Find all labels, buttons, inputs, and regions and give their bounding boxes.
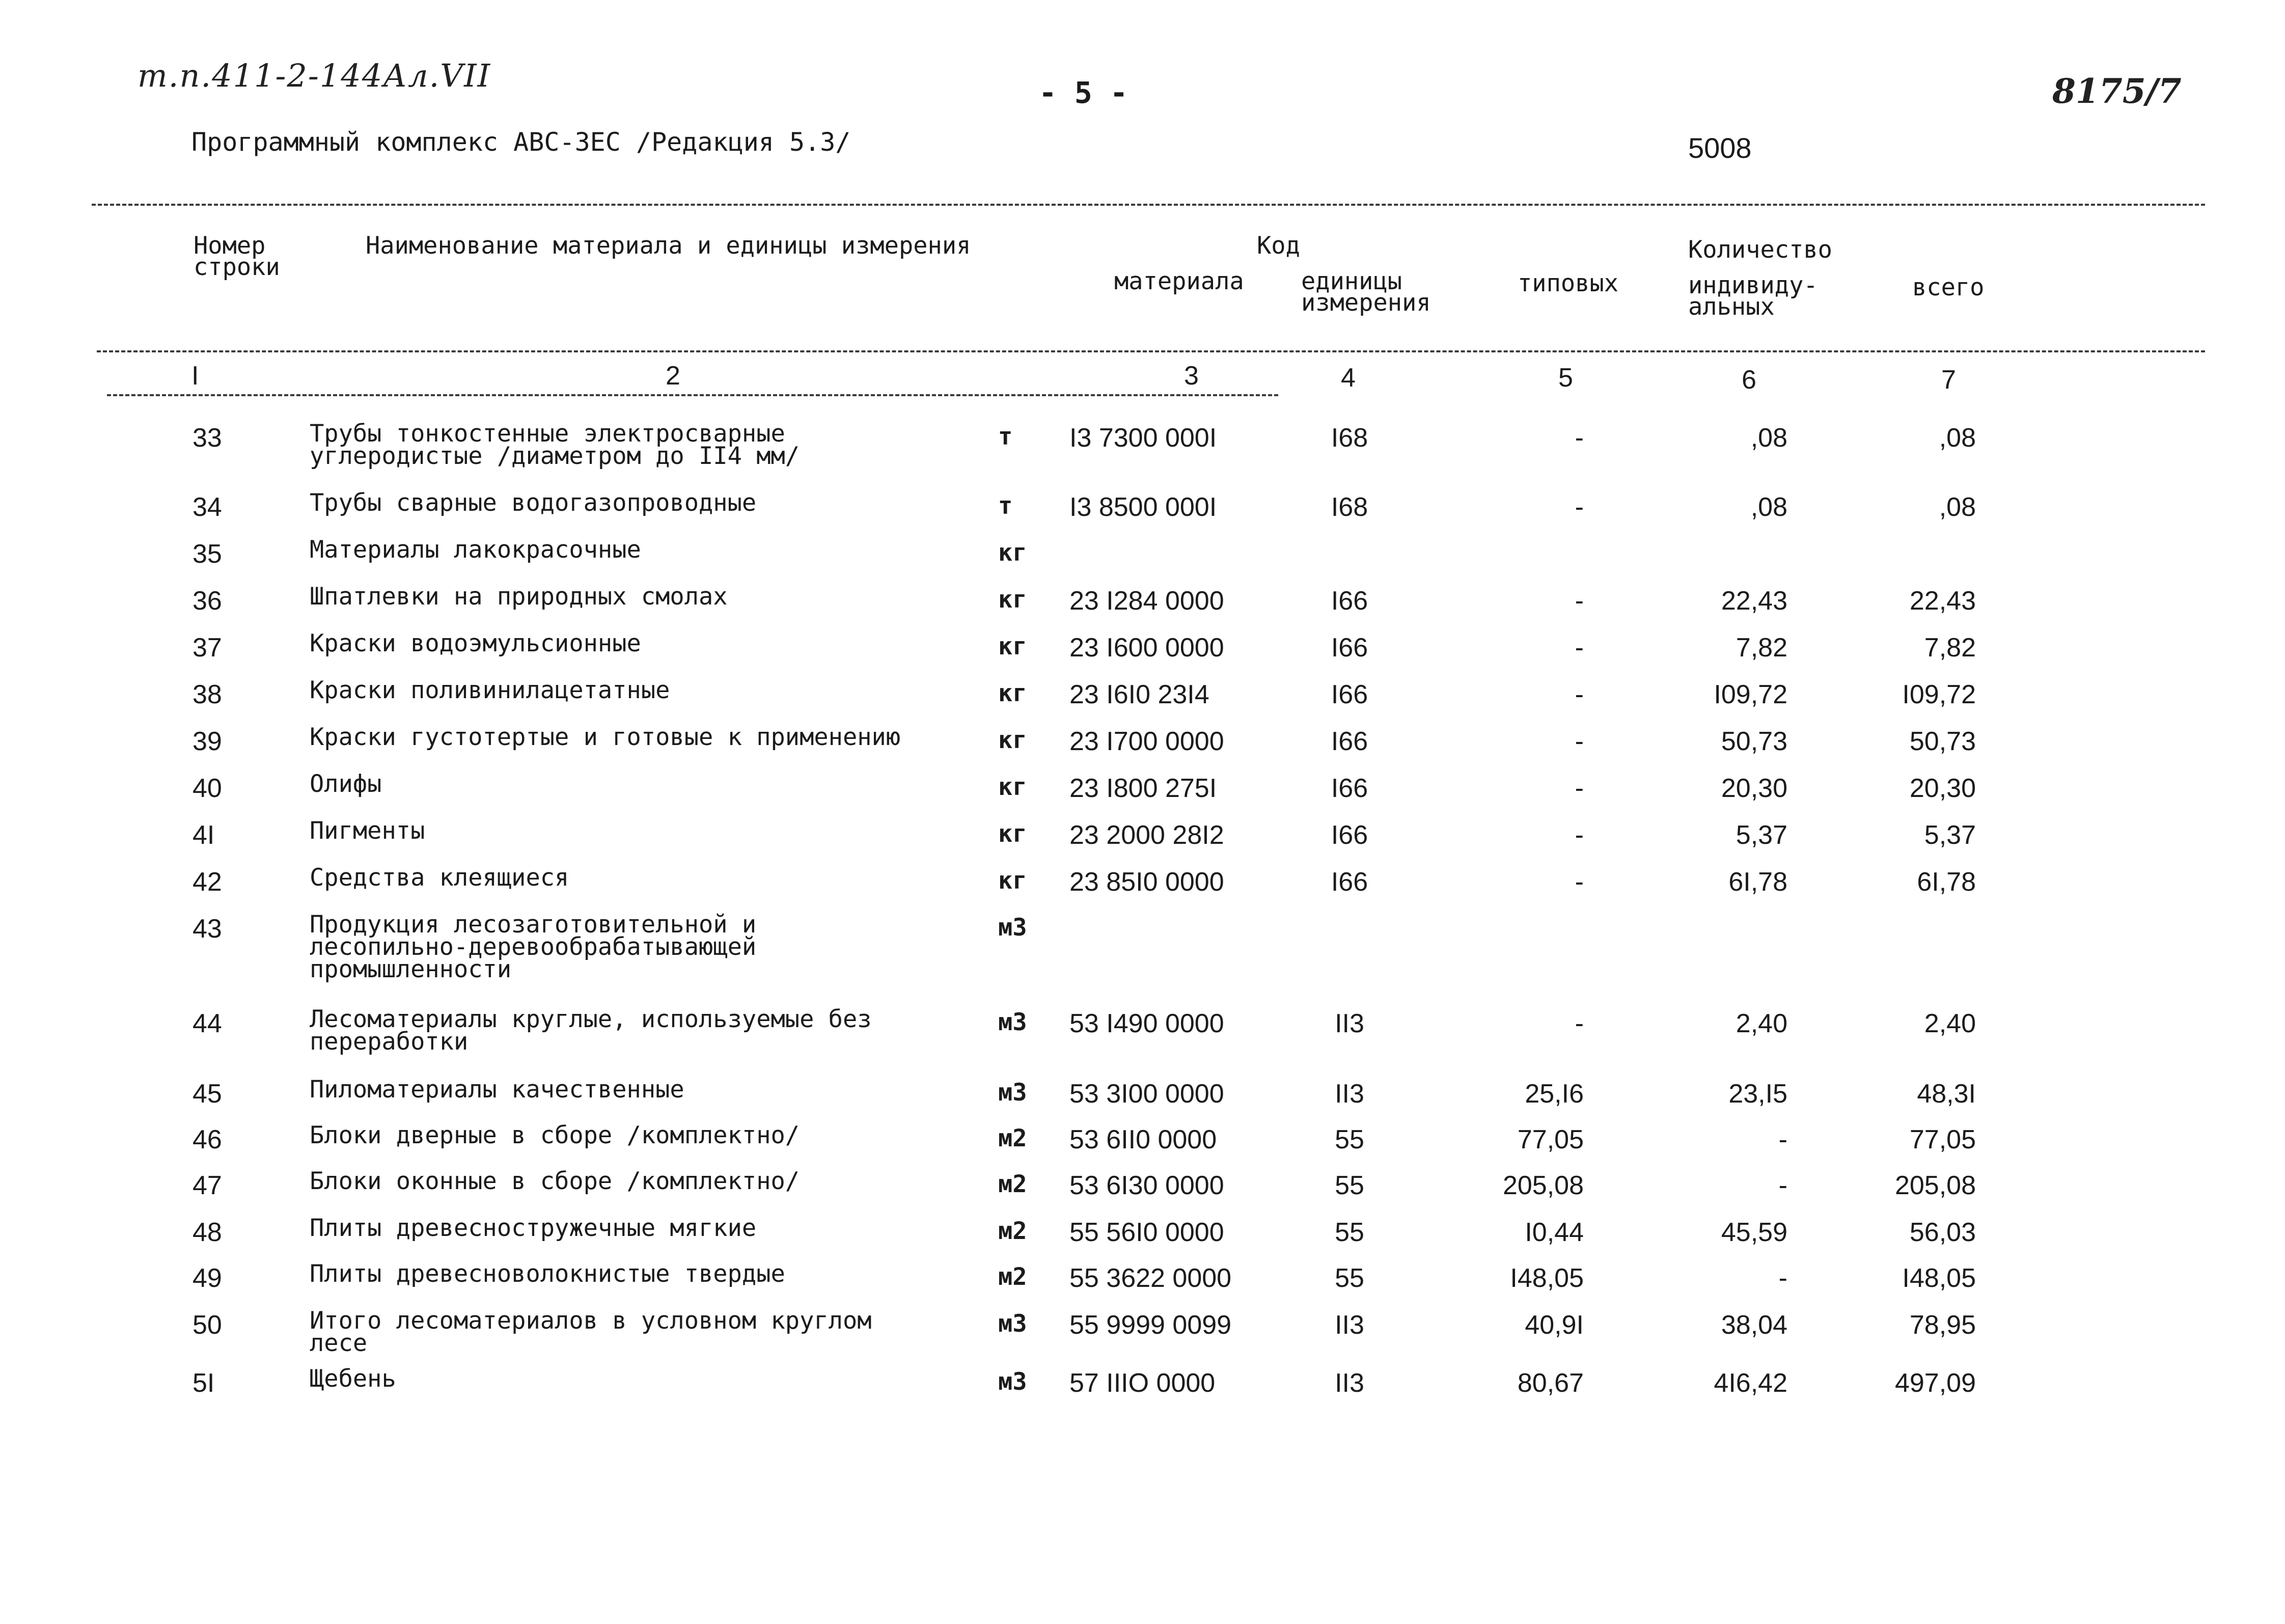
header-qty-typical: типовых bbox=[1518, 269, 1619, 297]
row-number: 37 bbox=[192, 633, 222, 663]
material-name bbox=[310, 536, 972, 564]
unit-code: 55 bbox=[1335, 1171, 1364, 1200]
material-name-line: углеродистые /диаметром до II4 мм/ bbox=[310, 442, 800, 470]
unit-code: II3 bbox=[1335, 1079, 1364, 1109]
unit-of-measure: м3 bbox=[998, 1008, 1027, 1036]
top-rule bbox=[92, 204, 2205, 206]
program-title: Программный комплекс АВС-ЗЕС /Редакция 5.3/ bbox=[191, 127, 851, 157]
material-name-line: Продукция лесозаготовительной и bbox=[310, 911, 757, 939]
material-name-line: лесопильно-деревообрабатывающей bbox=[310, 933, 757, 961]
header-code-material: материала bbox=[1114, 267, 1244, 295]
quantity-individual: ,08 bbox=[1750, 423, 1787, 453]
row-number: 33 bbox=[192, 423, 222, 453]
quantity-total: 77,05 bbox=[1909, 1125, 1976, 1154]
material-name bbox=[310, 583, 972, 611]
header-code-group: Код bbox=[1257, 232, 1300, 260]
material-code: 23 I6I0 23I4 bbox=[1069, 680, 1209, 709]
quantity-total: 6I,78 bbox=[1917, 867, 1976, 897]
quantity-total: 2,40 bbox=[1924, 1009, 1976, 1038]
quantity-total: ,08 bbox=[1939, 423, 1976, 453]
column-number-4: 4 bbox=[1341, 363, 1356, 393]
material-name-line: Лесоматериалы круглые, используемые без bbox=[310, 1005, 872, 1033]
material-name bbox=[310, 864, 972, 892]
quantity-typical: - bbox=[1575, 492, 1584, 522]
quantity-individual: - bbox=[1778, 1125, 1787, 1154]
material-name-line: Плиты древесноволокнистые твердые bbox=[310, 1260, 785, 1288]
quantity-total: 205,08 bbox=[1894, 1171, 1976, 1200]
unit-code: I66 bbox=[1331, 633, 1368, 663]
material-name-line: Щебень bbox=[310, 1365, 396, 1393]
unit-code: II3 bbox=[1335, 1368, 1364, 1398]
unit-of-measure: м3 bbox=[998, 1310, 1027, 1338]
material-code: 23 I800 275I bbox=[1069, 774, 1217, 803]
unit-code: I66 bbox=[1331, 680, 1368, 709]
unit-code: 55 bbox=[1335, 1263, 1364, 1293]
unit-of-measure: м2 bbox=[998, 1217, 1027, 1245]
material-name-line: Краски густотертые и готовые к применению bbox=[310, 723, 901, 751]
unit-code: I68 bbox=[1331, 492, 1368, 522]
unit-code: I66 bbox=[1331, 867, 1368, 897]
quantity-typical: I0,44 bbox=[1525, 1218, 1584, 1247]
unit-of-measure: м2 bbox=[998, 1124, 1027, 1152]
unit-code: I66 bbox=[1331, 727, 1368, 756]
column-number-5: 5 bbox=[1558, 363, 1573, 393]
material-code: 57 IIIO 0000 bbox=[1069, 1368, 1216, 1398]
unit-of-measure: кг bbox=[998, 773, 1027, 801]
unit-of-measure: кг bbox=[998, 867, 1027, 895]
material-name bbox=[310, 1076, 972, 1104]
quantity-individual: 23,I5 bbox=[1728, 1079, 1787, 1109]
unit-of-measure: кг bbox=[998, 726, 1027, 754]
quantity-individual: 22,43 bbox=[1721, 586, 1787, 616]
row-number: 45 bbox=[192, 1079, 222, 1109]
row-number: 35 bbox=[192, 539, 222, 569]
unit-code: II3 bbox=[1335, 1310, 1364, 1340]
material-code: 53 6II0 0000 bbox=[1069, 1125, 1217, 1154]
page-number: - 5 - bbox=[1039, 75, 1128, 110]
column-number-1: I bbox=[191, 361, 199, 391]
quantity-typical: - bbox=[1575, 633, 1584, 663]
material-name-line: Краски водоэмульсионные bbox=[310, 629, 641, 657]
quantity-individual: 20,30 bbox=[1721, 774, 1787, 803]
document-code: 5008 bbox=[1688, 132, 1752, 164]
material-name bbox=[310, 770, 972, 798]
material-name-line: Олифы bbox=[310, 770, 382, 798]
quantity-individual: 6I,78 bbox=[1728, 867, 1787, 897]
material-name-line: промышленности bbox=[310, 955, 512, 983]
material-code: 53 I490 0000 bbox=[1069, 1009, 1224, 1038]
material-code: 55 56I0 0000 bbox=[1069, 1218, 1224, 1247]
row-number: 36 bbox=[192, 586, 222, 616]
quantity-typical: - bbox=[1575, 680, 1584, 709]
header-qty-individual-line1: индивиду- bbox=[1688, 271, 1818, 299]
unit-code: I66 bbox=[1331, 820, 1368, 850]
row-number: 38 bbox=[192, 680, 222, 709]
quantity-individual: 4I6,42 bbox=[1714, 1368, 1787, 1398]
quantity-typical: - bbox=[1575, 774, 1584, 803]
column-number-2: 2 bbox=[666, 361, 680, 391]
material-name-line: Краски поливинилацетатные bbox=[310, 676, 670, 704]
unit-code: 55 bbox=[1335, 1125, 1364, 1154]
quantity-typical: - bbox=[1575, 867, 1584, 897]
material-code: I3 7300 000I bbox=[1069, 423, 1217, 453]
column-number-3: 3 bbox=[1184, 361, 1199, 391]
quantity-individual: - bbox=[1778, 1263, 1787, 1293]
column-number-7: 7 bbox=[1941, 365, 1956, 395]
material-code: 23 2000 28I2 bbox=[1069, 820, 1224, 850]
quantity-total: 48,3I bbox=[1917, 1079, 1976, 1109]
row-number: 40 bbox=[192, 774, 222, 803]
handwritten-reference: т.п.411-2-144Ал.VII bbox=[137, 57, 491, 94]
material-code: 23 I600 0000 bbox=[1069, 633, 1224, 663]
header-row-no-line1: Номер bbox=[194, 232, 266, 260]
material-name bbox=[310, 1307, 972, 1357]
row-number: 4I bbox=[192, 820, 215, 850]
quantity-individual: - bbox=[1778, 1171, 1787, 1200]
header-rule bbox=[97, 350, 2205, 352]
material-name-line: Пиломатериалы качественные bbox=[310, 1076, 684, 1104]
material-name bbox=[310, 817, 972, 845]
quantity-typical: - bbox=[1575, 586, 1584, 616]
column-number-rule bbox=[107, 394, 1278, 396]
quantity-individual: 45,59 bbox=[1721, 1218, 1787, 1247]
material-name-line: лесе bbox=[310, 1329, 368, 1357]
unit-code: I68 bbox=[1331, 423, 1368, 453]
row-number: 39 bbox=[192, 727, 222, 756]
material-code: 53 3I00 0000 bbox=[1069, 1079, 1224, 1109]
header-qty-group: Количество bbox=[1688, 236, 1832, 264]
material-name bbox=[310, 1365, 972, 1393]
quantity-typical: 205,08 bbox=[1502, 1171, 1584, 1200]
unit-of-measure: кг bbox=[998, 539, 1027, 567]
row-number: 5I bbox=[192, 1368, 215, 1398]
material-name-line: Трубы тонкостенные электросварные bbox=[310, 420, 785, 448]
material-name bbox=[310, 420, 972, 470]
material-code: 55 9999 0099 bbox=[1069, 1310, 1232, 1340]
quantity-total: 5,37 bbox=[1924, 820, 1976, 850]
quantity-total: I09,72 bbox=[1902, 680, 1976, 709]
material-name bbox=[310, 1214, 972, 1242]
header-qty-individual-line2: альных bbox=[1688, 293, 1775, 321]
material-code: 23 I700 0000 bbox=[1069, 727, 1224, 756]
material-name-line: Средства клеящиеся bbox=[310, 864, 569, 892]
row-number: 47 bbox=[192, 1171, 222, 1200]
row-number: 49 bbox=[192, 1263, 222, 1293]
unit-of-measure: м3 bbox=[998, 1079, 1027, 1107]
unit-of-measure: т bbox=[998, 423, 1013, 451]
unit-of-measure: кг bbox=[998, 586, 1027, 614]
quantity-individual: 7,82 bbox=[1736, 633, 1787, 663]
quantity-individual: 50,73 bbox=[1721, 727, 1787, 756]
header-code-unit-line2: измерения bbox=[1301, 289, 1431, 317]
material-name bbox=[310, 1167, 972, 1195]
quantity-total: ,08 bbox=[1939, 492, 1976, 522]
quantity-total: I48,05 bbox=[1902, 1263, 1976, 1293]
row-number: 42 bbox=[192, 867, 222, 897]
material-name bbox=[310, 676, 972, 704]
header-code-unit-line1: единицы bbox=[1301, 267, 1402, 295]
unit-of-measure: м3 bbox=[998, 914, 1027, 942]
handwritten-number: 8175/7 bbox=[2052, 71, 2182, 111]
unit-of-measure: м2 bbox=[998, 1170, 1027, 1198]
quantity-typical: 40,9I bbox=[1525, 1310, 1584, 1340]
material-name bbox=[310, 1121, 972, 1149]
quantity-individual: 38,04 bbox=[1721, 1310, 1787, 1340]
material-name-line: Блоки дверные в сборе /комплектно/ bbox=[310, 1121, 800, 1149]
material-name-line: Шпатлевки на природных смолах bbox=[310, 583, 728, 611]
material-name bbox=[310, 629, 972, 657]
unit-of-measure: кг bbox=[998, 679, 1027, 707]
quantity-typical: - bbox=[1575, 820, 1584, 850]
quantity-total: 78,95 bbox=[1909, 1310, 1976, 1340]
header-qty-individual bbox=[1688, 271, 1818, 321]
material-name-line: переработки bbox=[310, 1028, 469, 1056]
unit-of-measure: м2 bbox=[998, 1263, 1027, 1291]
material-name bbox=[310, 723, 972, 751]
quantity-individual: I09,72 bbox=[1714, 680, 1787, 709]
quantity-total: 20,30 bbox=[1909, 774, 1976, 803]
unit-of-measure: кг bbox=[998, 632, 1027, 660]
material-name-line: Материалы лакокрасочные bbox=[310, 536, 641, 564]
material-name-line: Итого лесоматериалов в условном круглом bbox=[310, 1307, 872, 1335]
quantity-typical: 77,05 bbox=[1517, 1125, 1584, 1154]
quantity-individual: ,08 bbox=[1750, 492, 1787, 522]
row-number: 50 bbox=[192, 1310, 222, 1340]
header-row-no bbox=[194, 232, 280, 281]
material-name-line: Блоки оконные в сборе /комплектно/ bbox=[310, 1167, 800, 1195]
quantity-typical: I48,05 bbox=[1510, 1263, 1584, 1293]
row-number: 46 bbox=[192, 1125, 222, 1154]
quantity-individual: 5,37 bbox=[1736, 820, 1787, 850]
material-name bbox=[310, 1260, 972, 1288]
unit-code: II3 bbox=[1335, 1009, 1364, 1038]
row-number: 44 bbox=[192, 1009, 222, 1038]
header-row-no-line2: строки bbox=[194, 253, 280, 281]
unit-of-measure: кг bbox=[998, 820, 1027, 848]
material-name-line: Плиты древесностружечные мягкие bbox=[310, 1214, 757, 1242]
material-name bbox=[310, 489, 972, 517]
unit-code: 55 bbox=[1335, 1218, 1364, 1247]
material-name bbox=[310, 1005, 972, 1056]
quantity-total: 22,43 bbox=[1909, 586, 1976, 616]
material-name bbox=[310, 911, 972, 983]
header-name: Наименование материала и единицы измерения bbox=[366, 232, 971, 260]
unit-code: I66 bbox=[1331, 774, 1368, 803]
material-code: I3 8500 000I bbox=[1069, 492, 1217, 522]
row-number: 43 bbox=[192, 914, 222, 944]
material-name-line: Трубы сварные водогазопроводные bbox=[310, 489, 757, 517]
column-number-6: 6 bbox=[1742, 365, 1756, 395]
material-code: 53 6I30 0000 bbox=[1069, 1171, 1224, 1200]
material-code: 23 I284 0000 bbox=[1069, 586, 1224, 616]
quantity-typical: 80,67 bbox=[1517, 1368, 1584, 1398]
quantity-total: 7,82 bbox=[1924, 633, 1976, 663]
unit-of-measure: м3 bbox=[998, 1368, 1027, 1396]
row-number: 48 bbox=[192, 1218, 222, 1247]
header-qty-total: всего bbox=[1912, 273, 1985, 301]
quantity-typical: - bbox=[1575, 727, 1584, 756]
quantity-total: 56,03 bbox=[1909, 1218, 1976, 1247]
material-code: 23 85I0 0000 bbox=[1069, 867, 1224, 897]
row-number: 34 bbox=[192, 492, 222, 522]
header-code-unit bbox=[1301, 267, 1431, 317]
material-code: 55 3622 0000 bbox=[1069, 1263, 1232, 1293]
material-name-line: Пигменты bbox=[310, 817, 425, 845]
quantity-typical: - bbox=[1575, 1009, 1584, 1038]
quantity-total: 497,09 bbox=[1894, 1368, 1976, 1398]
quantity-total: 50,73 bbox=[1909, 727, 1976, 756]
unit-code: I66 bbox=[1331, 586, 1368, 616]
quantity-individual: 2,40 bbox=[1736, 1009, 1787, 1038]
unit-of-measure: т bbox=[998, 492, 1013, 520]
quantity-typical: - bbox=[1575, 423, 1584, 453]
quantity-typical: 25,I6 bbox=[1525, 1079, 1584, 1109]
